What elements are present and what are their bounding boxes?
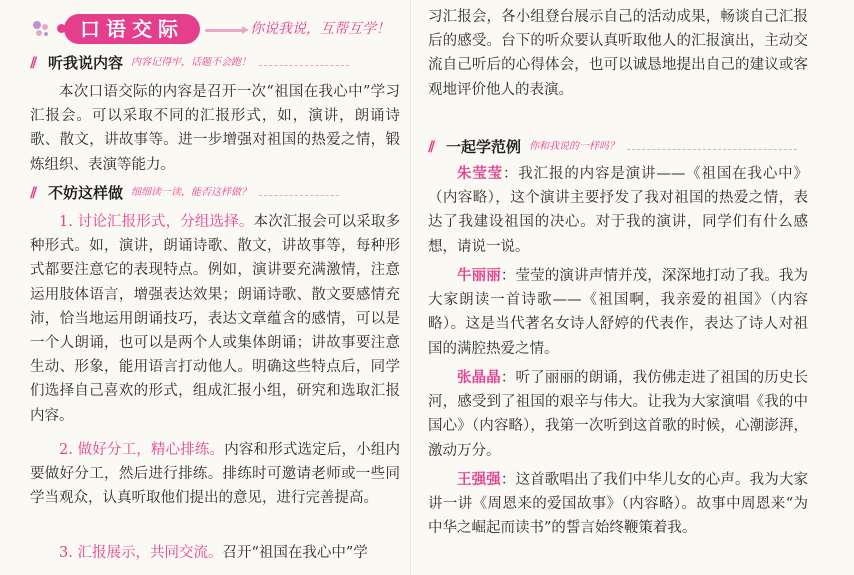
double-slash-icon: //	[30, 185, 35, 201]
speech-text: ：听了丽丽的朗诵，我仿佛走进了祖国的历史长河，感受到了祖国的艰辛与伟大。让我为大家演唱《我的中国心》（内容略），我第一次听到这首歌的时候，心潮澎湃，激动万分。	[428, 370, 809, 459]
section-note: 细细读一读，能否这样做？	[131, 187, 252, 198]
speaker-name: 王强强	[457, 472, 501, 488]
section-note: 你和我说的一样吗？	[529, 141, 620, 152]
section-title: 不妨这样做	[48, 184, 124, 202]
section-note: 内容记得牢，话题不会跑！	[131, 57, 252, 68]
step-body: 内容和形式选定后，小组内要做好分工，然后进行排练。排练时可邀请老师或一些同学当观众，认真听取他们提出的意见，进行完善提高。	[30, 442, 400, 507]
step-paragraph-3	[30, 541, 400, 565]
dashed-divider	[259, 65, 349, 66]
double-slash-icon: //	[428, 139, 433, 155]
speaker-name: 张晶晶	[457, 370, 501, 386]
example-niu	[428, 264, 808, 361]
speech-text: ：莹莹的演讲声情并茂，深深地打动了我。我为大家朗读一首诗歌——《祖国啊，我亲爱的祖国》（内容略）。这是当代著名女诗人舒婷的代表作，表达了诗人对祖国的满腔热爱之情。	[428, 268, 809, 357]
speech-text: ：这首歌唱出了我们中华儿女的心声。我为大家讲一讲《周恩来的爱国故事》（内容略）。故事中周恩来“为中华之崛起而读书”的誓言始终鞭策着我。	[428, 472, 809, 537]
double-slash-icon: //	[30, 55, 35, 71]
example-wang	[428, 468, 808, 541]
speaker-name: 朱莹莹	[457, 166, 503, 182]
left-column	[0, 0, 414, 575]
speech-text: ：我汇报的内容是演讲——《祖国在我心中》（内容略），这个演讲主要抒发了我对祖国的热爱之情，表达了我建设祖国的决心。对于我的演讲，同学们有什么感想，请说一说。	[428, 166, 808, 255]
dashed-divider	[627, 149, 797, 150]
banner-slogan: 你说我说，互帮互学！	[250, 21, 390, 37]
section-header-examples	[428, 136, 797, 158]
step-paragraph-2	[30, 438, 400, 511]
step-heading: 3. 汇报展示，共同交流。	[59, 545, 223, 561]
section-title: 听我说内容	[48, 54, 124, 72]
dashed-divider	[259, 195, 339, 196]
step-paragraph-1	[30, 210, 400, 428]
step-body: 本次汇报会可以采取多种形式。如，演讲，朗诵诗歌、散文，讲故事等，每种形式都要注意它的表现特点。例如，演讲要充满激情，注意运用肢体语言，增强表达效果；朗诵诗歌、散文要感情充沛，恰当地运用朗诵技巧，表达文章蕴含的感情，可以是一个人朗诵，也可以是两个人或集体朗诵；讲故事要注意生动、形象，能用语言打动他人。明确这些特点后，同学们选择自己喜欢的形式，组成汇报小组，研究和选取汇报内容。	[30, 214, 400, 424]
speaker-name: 牛丽丽	[457, 268, 501, 284]
banner-title: 口语交际	[64, 14, 200, 44]
step-heading: 1. 讨论汇报形式，分组选择。	[59, 214, 254, 230]
example-zhu	[428, 162, 808, 259]
ribbon-decoration	[205, 29, 243, 32]
step-heading: 2. 做好分工，精心排练。	[59, 442, 225, 458]
example-zhang	[428, 366, 808, 463]
section-header-listen	[30, 52, 349, 74]
right-column	[414, 0, 854, 575]
intro-paragraph: 本次口语交际的内容是召开一次“祖国在我心中”学习汇报会。可以采取不同的汇报形式，如，演讲，朗诵诗歌、散文，讲故事等。进一步增强对祖国的热爱之情，锻炼组织、表演等能力。	[30, 84, 400, 173]
section-header-method	[30, 182, 339, 204]
section-banner	[30, 12, 410, 46]
step-body: 召开“祖国在我心中”学	[222, 545, 368, 561]
section-title: 一起学范例	[446, 138, 522, 156]
flower-icon	[30, 18, 52, 40]
continuation-paragraph: 习汇报会，各小组登台展示自己的活动成果，畅谈自己汇报后的感受。台下的听众要认真听取他人的汇报演出，主动交流自己听后的心得体会，也可以诚恳地提出自己的建议或客观地评价他人的表演。	[428, 9, 808, 98]
